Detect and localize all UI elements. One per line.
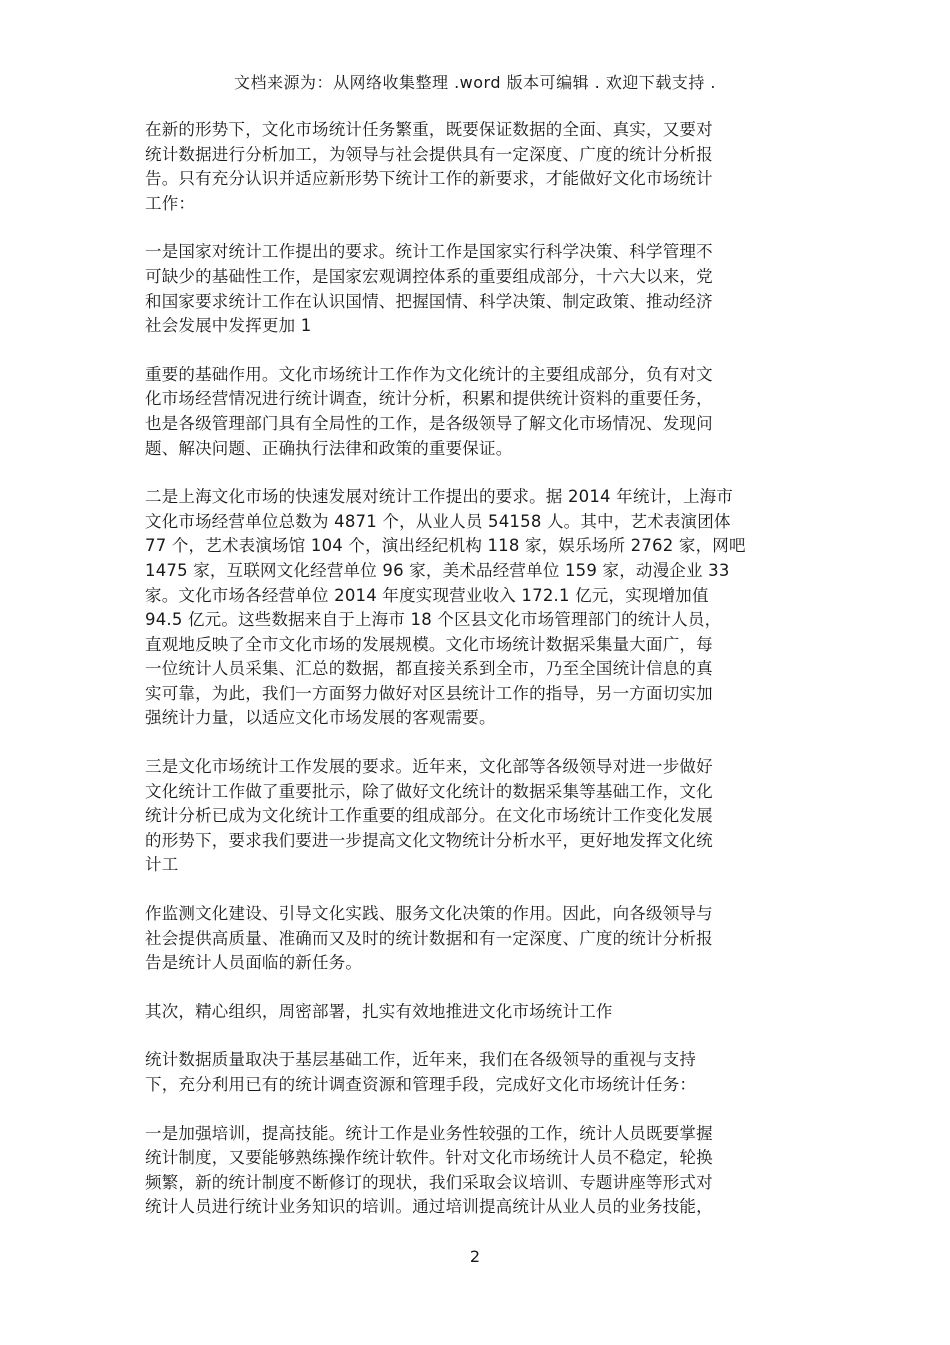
section-heading: 其次，精心组织，周密部署，扎实有效地推进文化市场统计工作 — [145, 1001, 613, 1021]
paragraph: 一是国家对统计工作提出的要求。统计工作是国家实行科学决策、科学管理不 可缺少的基础性工作，是国家宏观调控体系的重要组成部分，十六大以来，党 和国家要求统计工作在认识国情、把握国情、科学决策、制定政策、推动经济 社会发展中发挥更加 1 — [145, 242, 713, 336]
page-number: 2 — [469, 1247, 481, 1266]
paragraph: 统计数据质量取决于基层基础工作，近年来，我们在各级领导的重视与支持 下，充分利用已有的统计调查资源和管理手段，完成好文化市场统计任务： — [145, 1050, 697, 1094]
paragraph: 二是上海文化市场的快速发展对统计工作提出的要求。据 2014 年统计，上海市 文化市场经营单位总数为 4871 个，从业人员 54158 人。其中，艺术表演团体 77 个，艺术表演场馆 104 个，演出经纪机构 118 家，娱乐场所 2762 家，网吧 1475 家，互联网文化经营单位 96 家，美术品经营单位 159 家，动漫企业 33 家。文化市场各经营单位 2014 年度实现营业收入 172.1 亿元，实现增加值 94.5 亿元。这些数据来自于上海市 18 个区县文化市场管理部门的统计人员， 直观地反映了全市文化市场的发展规模。文化市场统计数据采集量大面广，每 一位统计人员采集、汇总的数据，都直接关系到全市，乃至全国统计信息的真 实可靠，为此，我们一方面努力做好对区县统计工作的指导，另一方面切实加 强统计力量，以适应文化市场发展的客观需要。 — [145, 487, 746, 728]
paragraph: 一是加强培训，提高技能。统计工作是业务性较强的工作，统计人员既要掌握 统计制度，又要能够熟练操作统计软件。针对文化市场统计人员不稳定，轮换 频繁，新的统计制度不断修订的现状，我们采取会议培训、专题讲座等形式对 统计人员进行统计业务知识的培训。通过培训提高统计从业人员的业务技能， — [145, 1123, 713, 1217]
paragraph: 重要的基础作用。文化市场统计工作作为文化统计的主要组成部分，负有对文 化市场经营情况进行统计调查，统计分析，积累和提供统计资料的重要任务， 也是各级管理部门具有全局性的工作，是各级领导了解文化市场情况、发现问 题、解决问题、正确执行法律和政策的重要保证。 — [145, 364, 713, 458]
page-header: 文档来源为：从网络收集整理 .word 版本可编辑 . 欢迎下载支持 . — [233, 73, 717, 92]
paragraph: 在新的形势下，文化市场统计任务繁重，既要保证数据的全面、真实，又要对 统计数据进行分析加工，为领导与社会提供具有一定深度、广度的统计分析报 告。只有充分认识并适应新形势下统计工作的新要求，才能做好文化市场统计 工作： — [145, 120, 713, 213]
paragraph: 作监测文化建设、引导文化实践、服务文化决策的作用。因此，向各级领导与 社会提供高质量、准确而又及时的统计数据和有一定深度、广度的统计分析报 告是统计人员面临的新任务。 — [145, 904, 713, 973]
paragraph: 三是文化市场统计工作发展的要求。近年来，文化部等各级领导对进一步做好 文化统计工作做了重要批示，除了做好文化统计的数据采集等基础工作，文化 统计分析已成为文化统计工作重要的组成部分。在文化市场统计工作变化发展 的形势下，要求我们要进一步提高文化文物统计分析水平，更好地发挥文化统 计工 — [145, 757, 713, 875]
document-body — [145, 118, 805, 1244]
